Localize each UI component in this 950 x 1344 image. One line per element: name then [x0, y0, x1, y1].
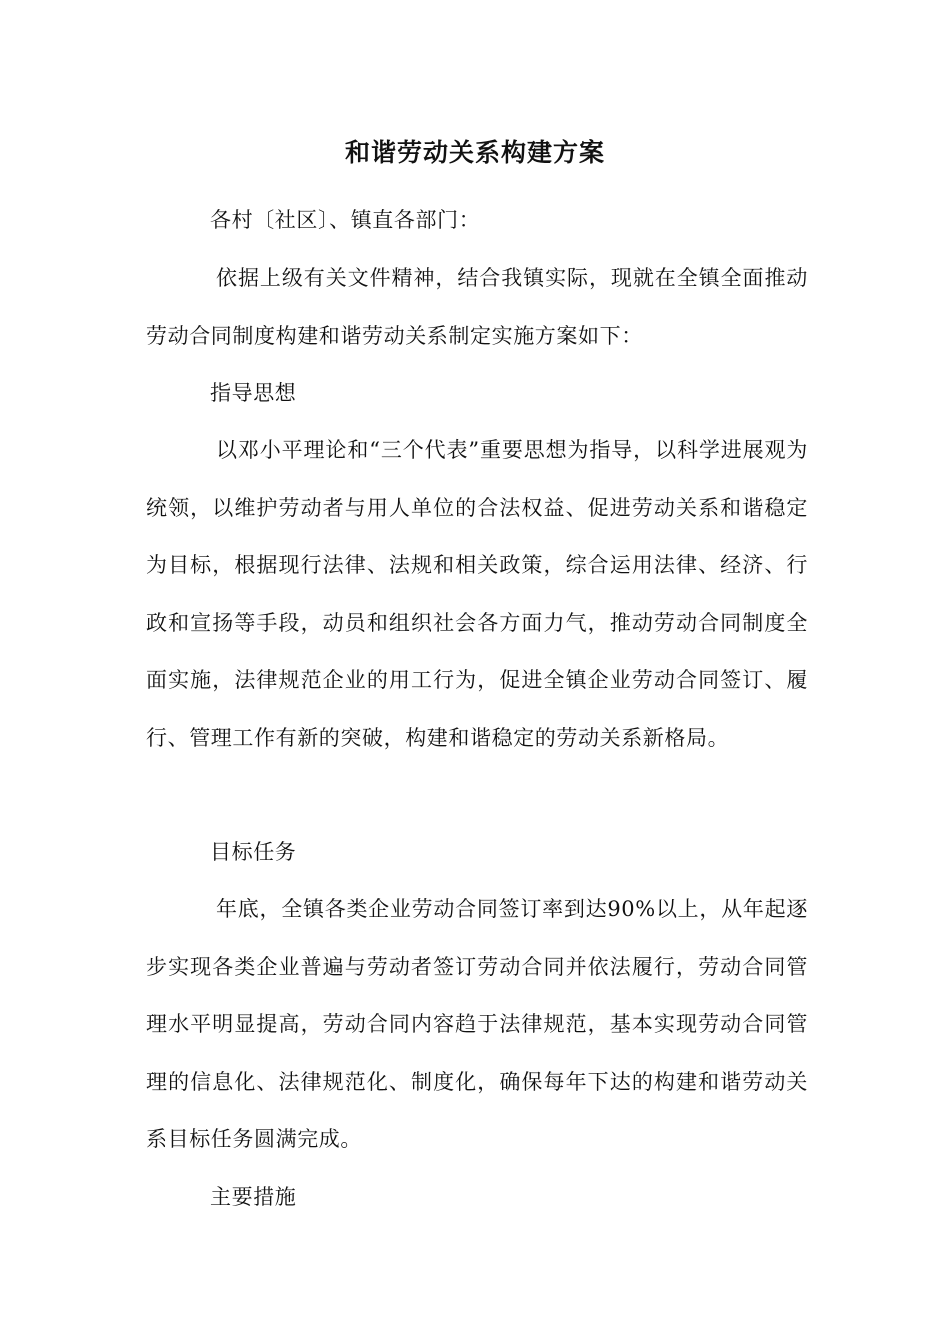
document-title: 和谐劳动关系构建方案: [344, 138, 605, 167]
section-body-goals: 年底，全镇各类企业劳动合同签订率到达90%以上，从年起逐步实现各类企业普遍与劳动者签订劳动合同并依法履行，劳动合同管理水平明显提高，劳动合同内容趋于法律规范，基本实现劳动合同管理的信息化、法律规范化、制度化，确保每年下达的构建和谐劳动关系目标任务圆满完成。: [146, 897, 808, 1151]
section-heading-guiding-thought: 指导思想: [210, 381, 297, 405]
section-body-guiding-thought: 以邓小平理论和“三个代表”重要思想为指导，以科学进展观为统领，以维护劳动者与用人单位的合法权益、促进劳动关系和谐稳定为目标，根据现行法律、法规和相关政策，综合运用法律、经济、行政和宣扬等手段，动员和组织社会各方面力气，推动劳动合同制度全面实施，法律规范企业的用工行为，促进全镇企业劳动合同签订、履行、管理工作有新的突破，构建和谐稳定的劳动关系新格局。: [146, 438, 808, 750]
section-heading-measures: 主要措施: [210, 1185, 297, 1209]
salutation: 各村〔社区〕、镇直各部门：: [210, 208, 481, 232]
intro-paragraph: 依据上级有关文件精神，结合我镇实际，现就在全镇全面推动劳动合同制度构建和谐劳动关系制定实施方案如下：: [146, 266, 808, 348]
section-heading-goals: 目标任务: [210, 840, 297, 864]
